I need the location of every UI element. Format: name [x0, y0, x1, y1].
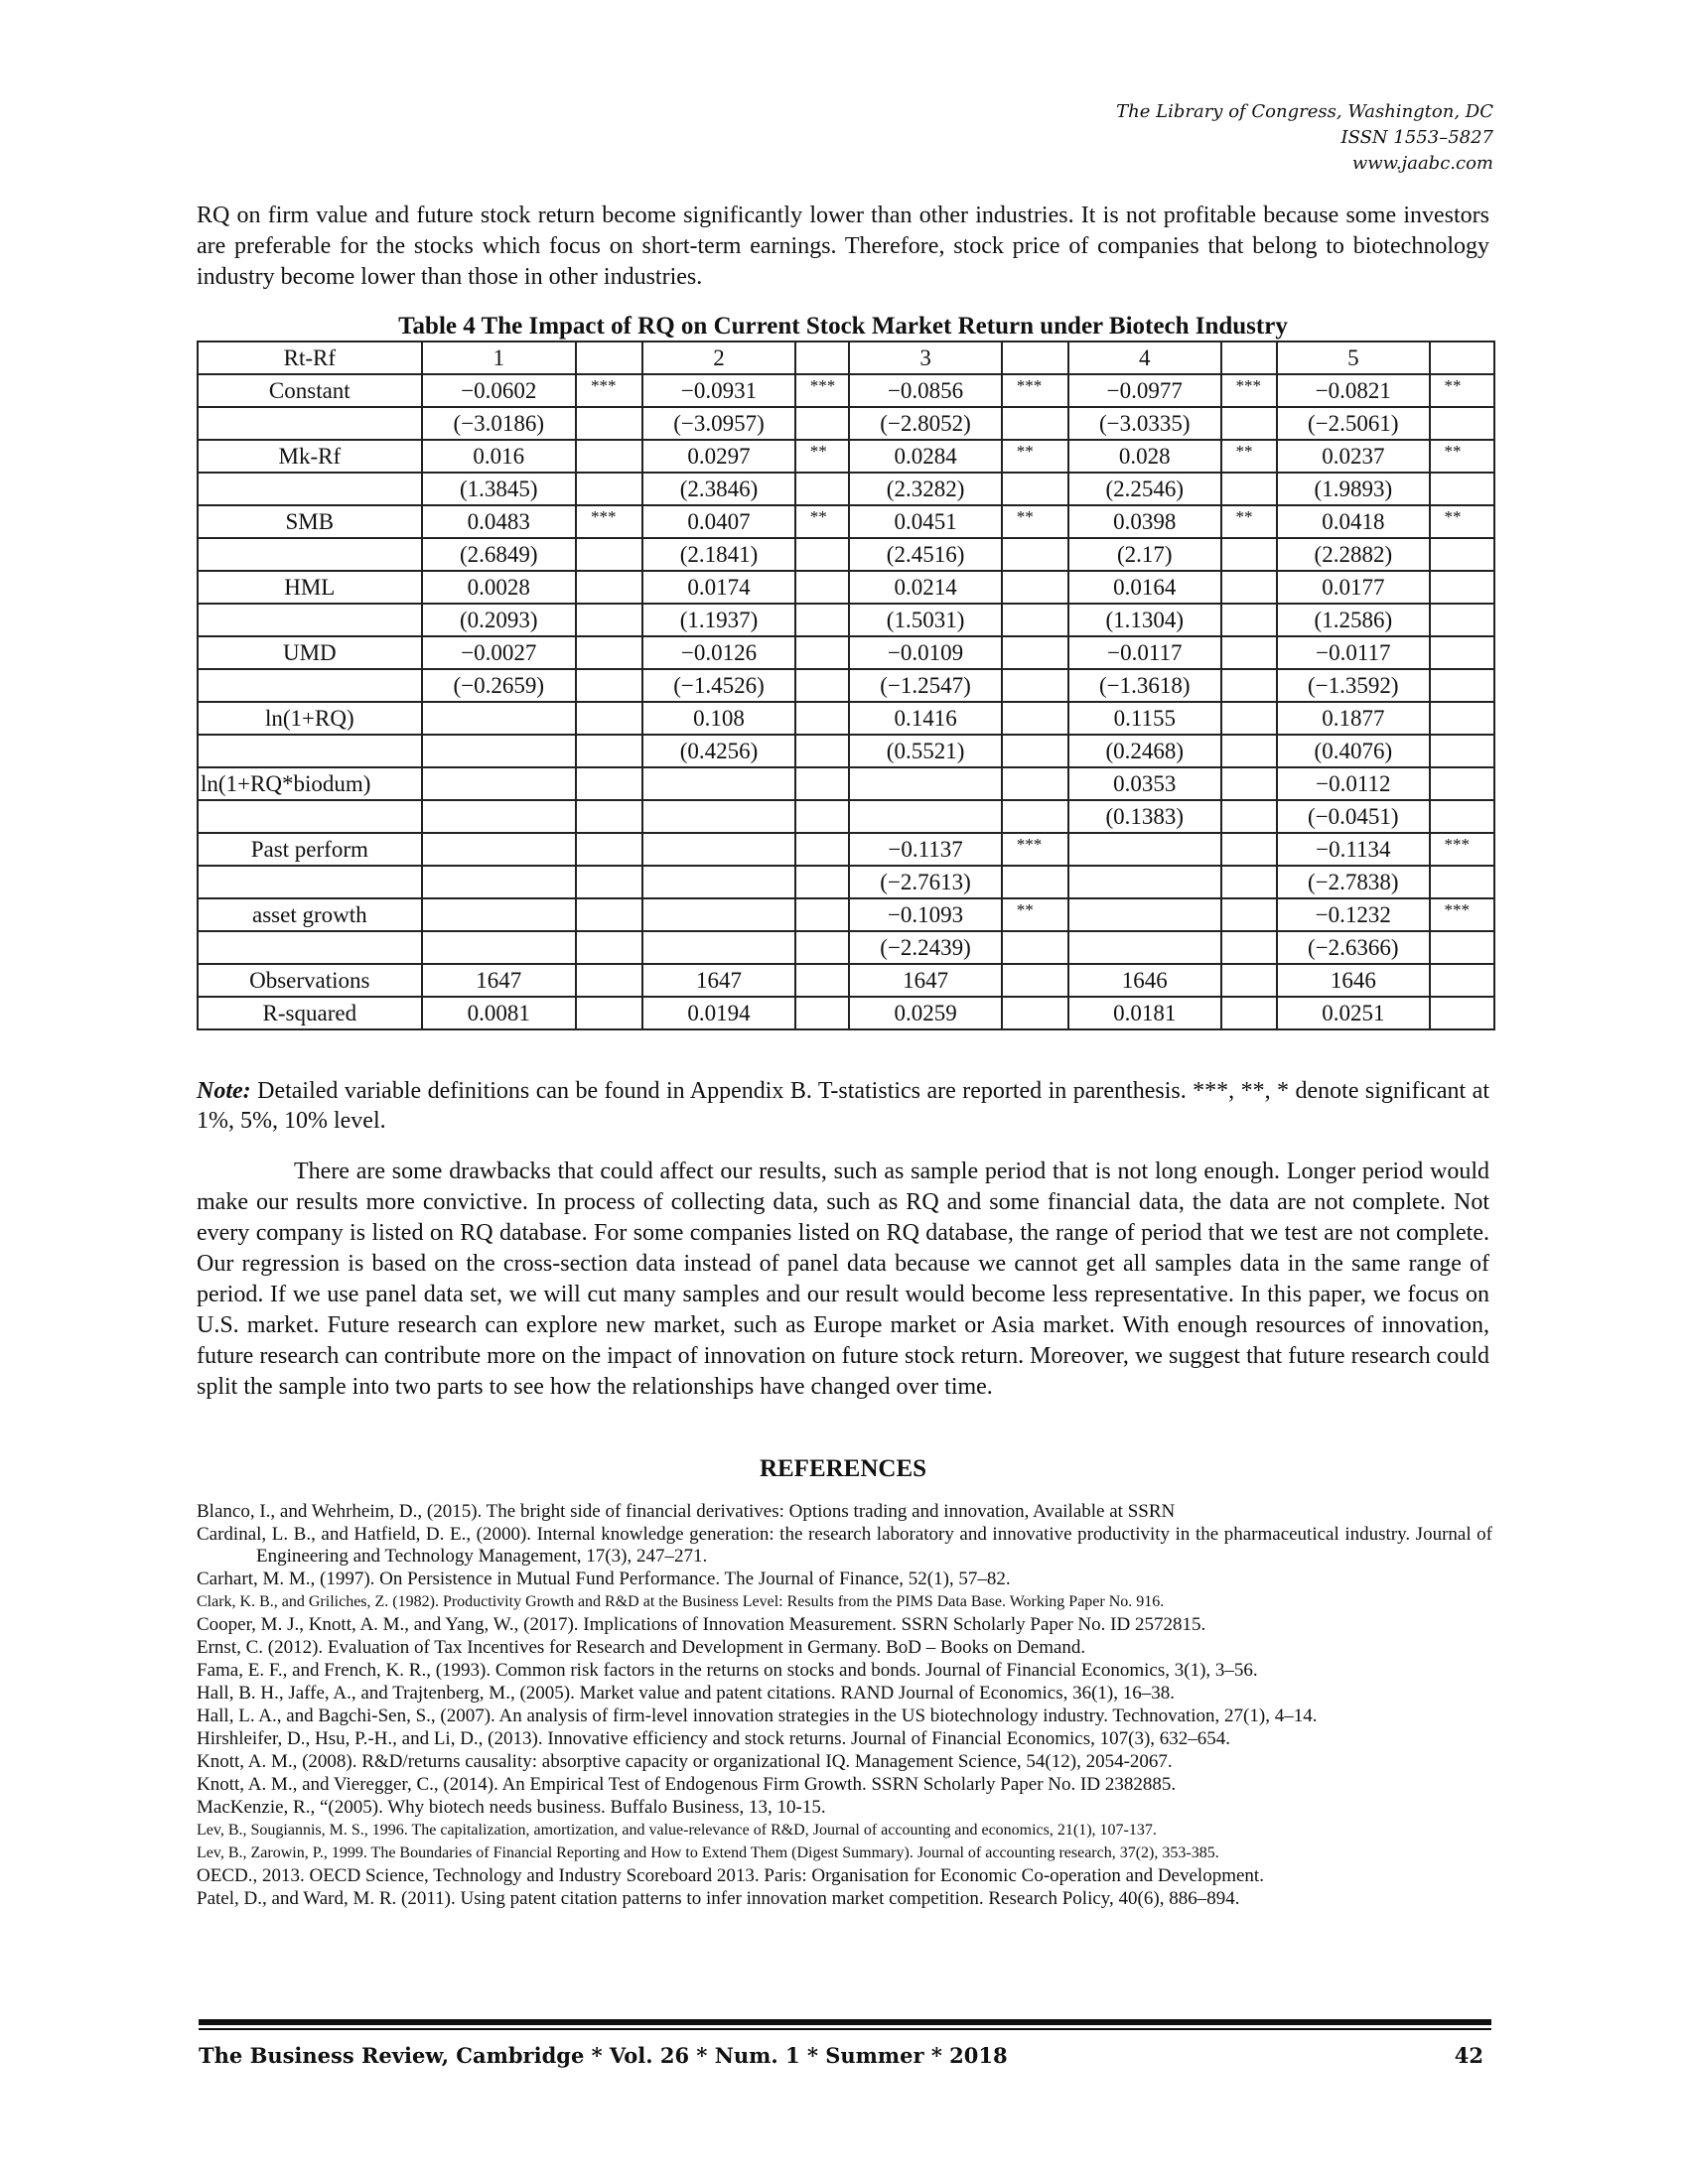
value-cell: (−2.7613): [849, 866, 1001, 898]
significance-cell: [1221, 538, 1278, 571]
significance-cell: ***: [1430, 898, 1494, 931]
value-cell: [849, 767, 1001, 800]
value-cell: (1.2586): [1277, 604, 1429, 636]
significance-cell: [1002, 407, 1068, 440]
significance-cell: [795, 997, 850, 1029]
value-cell: 0.0181: [1068, 997, 1220, 1029]
significance-cell: [1430, 669, 1494, 702]
value-cell: 0.1416: [849, 702, 1001, 735]
row-label: [198, 800, 422, 833]
significance-cell: [1002, 800, 1068, 833]
value-cell: 5: [1277, 341, 1429, 374]
value-cell: 1646: [1068, 964, 1220, 997]
significance-cell: [1430, 571, 1494, 604]
table-row: [198, 735, 1494, 767]
significance-cell: [1430, 473, 1494, 505]
significance-cell: [1002, 767, 1068, 800]
value-cell: (−1.3592): [1277, 669, 1429, 702]
significance-cell: [1002, 571, 1068, 604]
row-label: Mk-Rf: [198, 440, 422, 473]
significance-cell: [1002, 538, 1068, 571]
significance-cell: **: [1221, 505, 1278, 538]
value-cell: 1647: [422, 964, 576, 997]
value-cell: −0.0117: [1068, 636, 1220, 669]
footer-journal: The Business Review, Cambridge * Vol. 26 * Num. 1 * Summer * 2018: [199, 2043, 1008, 2068]
significance-cell: [576, 997, 642, 1029]
value-cell: 0.016: [422, 440, 576, 473]
row-label: [198, 669, 422, 702]
value-cell: [1068, 931, 1220, 964]
note-label: Note:: [197, 1078, 251, 1104]
significance-cell: [795, 767, 850, 800]
significance-cell: [576, 898, 642, 931]
value-cell: 1: [422, 341, 576, 374]
value-cell: (−1.4526): [642, 669, 794, 702]
footer-rule-thick: [199, 2019, 1491, 2025]
row-label: [198, 407, 422, 440]
row-label: asset growth: [198, 898, 422, 931]
page-footer: [199, 2043, 1491, 2068]
value-cell: [642, 833, 794, 866]
value-cell: (−3.0335): [1068, 407, 1220, 440]
significance-cell: [576, 833, 642, 866]
significance-cell: ***: [576, 505, 642, 538]
significance-cell: [795, 833, 850, 866]
value-cell: −0.0126: [642, 636, 794, 669]
reference-item: Lev, B., Sougiannis, M. S., 1996. The capitalization, amortization, and value-relevance of R&D, Journal of accounting and economics, 21(1), 107-137.: [197, 1822, 1157, 1839]
value-cell: (2.3282): [849, 473, 1001, 505]
reference-item: MacKenzie, R., “(2005). Why biotech needs business. Buffalo Business, 13, 10-15.: [197, 1797, 826, 1818]
value-cell: 0.0407: [642, 505, 794, 538]
significance-cell: [576, 571, 642, 604]
value-cell: (−0.2659): [422, 669, 576, 702]
value-cell: 0.0194: [642, 997, 794, 1029]
significance-cell: [576, 866, 642, 898]
value-cell: (1.3845): [422, 473, 576, 505]
value-cell: [1068, 898, 1220, 931]
value-cell: [642, 931, 794, 964]
significance-cell: [795, 473, 850, 505]
value-cell: (−1.2547): [849, 669, 1001, 702]
value-cell: (1.5031): [849, 604, 1001, 636]
header-line-website: www.jaabc.com: [1351, 153, 1493, 174]
value-cell: [642, 800, 794, 833]
table-row: [198, 702, 1494, 735]
value-cell: 0.0174: [642, 571, 794, 604]
value-cell: [642, 767, 794, 800]
table-row: [198, 931, 1494, 964]
significance-cell: [1002, 604, 1068, 636]
significance-cell: [1221, 833, 1278, 866]
value-cell: (−2.8052): [849, 407, 1001, 440]
significance-cell: [1430, 636, 1494, 669]
significance-cell: [576, 407, 642, 440]
significance-cell: [576, 767, 642, 800]
value-cell: [422, 866, 576, 898]
significance-cell: [795, 341, 850, 374]
significance-cell: [1002, 702, 1068, 735]
row-label: SMB: [198, 505, 422, 538]
value-cell: −0.0856: [849, 374, 1001, 407]
row-label: [198, 473, 422, 505]
significance-cell: [1430, 604, 1494, 636]
reference-item: Blanco, I., and Wehrheim, D., (2015). The bright side of financial derivatives: Options trading and innovation, Available at SSRN: [197, 1501, 1176, 1522]
row-label: [198, 931, 422, 964]
reference-item: Clark, K. B., and Griliches, Z. (1982). Productivity Growth and R&D at the Business Level: Results from the PIMS Data Base. Working Paper No. 916.: [197, 1593, 1165, 1610]
significance-cell: ***: [1430, 833, 1494, 866]
value-cell: 0.0251: [1277, 997, 1429, 1029]
significance-cell: **: [1221, 440, 1278, 473]
value-cell: 1646: [1277, 964, 1429, 997]
significance-cell: [795, 735, 850, 767]
significance-cell: [1430, 767, 1494, 800]
value-cell: 3: [849, 341, 1001, 374]
row-label: [198, 866, 422, 898]
value-cell: (1.9893): [1277, 473, 1429, 505]
table-row: [198, 571, 1494, 604]
intro-paragraph: RQ on firm value and future stock return become significantly lower than other industries. It is not profitable because some investors are preferable for the stocks which focus on short-term earnings. Therefore, stock price of companies that belong to biotechnology industry become lower than those in other industries.: [197, 203, 1489, 290]
significance-cell: [795, 964, 850, 997]
table-row: [198, 505, 1494, 538]
value-cell: [422, 800, 576, 833]
significance-cell: [576, 669, 642, 702]
row-label: HML: [198, 571, 422, 604]
significance-cell: [1002, 735, 1068, 767]
footer-rule-thin: [199, 2028, 1491, 2030]
value-cell: [422, 898, 576, 931]
value-cell: (−2.2439): [849, 931, 1001, 964]
significance-cell: [576, 702, 642, 735]
value-cell: 0.0451: [849, 505, 1001, 538]
reference-item: Patel, D., and Ward, M. R. (2011). Using patent citation patterns to infer innovation market competition. Research Policy, 40(6), 886–894.: [197, 1888, 1240, 1909]
value-cell: −0.1232: [1277, 898, 1429, 931]
reference-item: Lev, B., Zarowin, P., 1999. The Boundaries of Financial Reporting and How to Extend Them (Digest Summary). Journal of accounting research, 37(2), 353-385.: [197, 1844, 1219, 1861]
significance-cell: [1430, 735, 1494, 767]
value-cell: 0.0398: [1068, 505, 1220, 538]
significance-cell: [795, 604, 850, 636]
reference-item: Carhart, M. M., (1997). On Persistence in Mutual Fund Performance. The Journal of Finance, 52(1), 57–82.: [197, 1569, 1011, 1589]
row-label: ln(1+RQ*biodum): [198, 767, 422, 800]
significance-cell: [576, 931, 642, 964]
value-cell: [422, 767, 576, 800]
significance-cell: [1221, 898, 1278, 931]
significance-cell: [576, 735, 642, 767]
significance-cell: [1430, 931, 1494, 964]
value-cell: (0.2093): [422, 604, 576, 636]
value-cell: 0.1877: [1277, 702, 1429, 735]
value-cell: [1068, 866, 1220, 898]
value-cell: 0.0164: [1068, 571, 1220, 604]
value-cell: 0.0028: [422, 571, 576, 604]
value-cell: [642, 898, 794, 931]
table-caption: Table 4 The Impact of RQ on Current Stock Market Return under Biotech Industry: [398, 313, 1288, 340]
row-label: [198, 538, 422, 571]
table-note: [197, 1076, 1489, 1136]
significance-cell: [1430, 341, 1494, 374]
significance-cell: [1430, 538, 1494, 571]
significance-cell: [795, 800, 850, 833]
significance-cell: **: [795, 440, 850, 473]
value-cell: 0.028: [1068, 440, 1220, 473]
drawbacks-paragraph: There are some drawbacks that could affect our results, such as sample period that is not long enough. Longer period would make our results more convictive. In process of collecting data, such as RQ and some financial data, the data are not complete. Not every company is listed on RQ database. For some companies listed on RQ database, the range of period that we test are not complete. Our regression is based on the cross-section data instead of panel data because we cannot get all samples data in the same range of period. If we use panel data set, we will cut many samples and our result would become less representative. In this paper, we focus on U.S. market. Future research can explore new market, such as Europe market or Asia market. With enough resources of innovation, future research can contribute more on the impact of innovation on future stock return. Moreover, we suggest that future research could split the sample into two parts to see how the relationships have changed over time.: [197, 1159, 1489, 1400]
significance-cell: [1221, 767, 1278, 800]
significance-cell: [1221, 931, 1278, 964]
value-cell: (1.1304): [1068, 604, 1220, 636]
significance-cell: [1002, 473, 1068, 505]
value-cell: −0.0602: [422, 374, 576, 407]
regression-table: [197, 341, 1495, 1030]
value-cell: (−3.0186): [422, 407, 576, 440]
value-cell: (1.1937): [642, 604, 794, 636]
significance-cell: [1221, 669, 1278, 702]
value-cell: 0.0418: [1277, 505, 1429, 538]
table-row: [198, 473, 1494, 505]
row-label: Past perform: [198, 833, 422, 866]
significance-cell: [1221, 571, 1278, 604]
significance-cell: [1221, 964, 1278, 997]
significance-cell: [1002, 997, 1068, 1029]
value-cell: (0.5521): [849, 735, 1001, 767]
row-label: R-squared: [198, 997, 422, 1029]
significance-cell: **: [1002, 505, 1068, 538]
references-heading: REFERENCES: [759, 1455, 927, 1482]
value-cell: 0.0214: [849, 571, 1001, 604]
reference-item: Hall, B. H., Jaffe, A., and Trajtenberg, M., (2005). Market value and patent citations. RAND Journal of Economics, 36(1), 16–38.: [197, 1683, 1176, 1704]
significance-cell: [1221, 702, 1278, 735]
significance-cell: [576, 964, 642, 997]
significance-cell: ***: [576, 374, 642, 407]
value-cell: −0.0931: [642, 374, 794, 407]
value-cell: −0.0027: [422, 636, 576, 669]
significance-cell: [1221, 604, 1278, 636]
significance-cell: [795, 636, 850, 669]
value-cell: −0.0117: [1277, 636, 1429, 669]
row-label: [198, 735, 422, 767]
significance-cell: [1430, 702, 1494, 735]
significance-cell: [576, 538, 642, 571]
significance-cell: [1002, 866, 1068, 898]
significance-cell: [1002, 341, 1068, 374]
value-cell: 0.0297: [642, 440, 794, 473]
significance-cell: [1430, 964, 1494, 997]
value-cell: [642, 866, 794, 898]
value-cell: (2.3846): [642, 473, 794, 505]
significance-cell: [795, 702, 850, 735]
reference-item: Knott, A. M., and Vieregger, C., (2014). An Empirical Test of Endogenous Firm Growth. SSRN Scholarly Paper No. ID 2382885.: [197, 1774, 1177, 1795]
significance-cell: **: [1430, 440, 1494, 473]
significance-cell: [1221, 636, 1278, 669]
significance-cell: [795, 931, 850, 964]
value-cell: 4: [1068, 341, 1220, 374]
significance-cell: [1221, 735, 1278, 767]
value-cell: 2: [642, 341, 794, 374]
table-row: [198, 767, 1494, 800]
significance-cell: [1430, 997, 1494, 1029]
reference-item: Hall, L. A., and Bagchi-Sen, S., (2007). An analysis of firm-level innovation strategies in the US biotechnology industry. Technovation, 27(1), 4–14.: [197, 1706, 1318, 1726]
value-cell: (−2.6366): [1277, 931, 1429, 964]
value-cell: 1647: [642, 964, 794, 997]
value-cell: 1647: [849, 964, 1001, 997]
value-cell: [849, 800, 1001, 833]
significance-cell: [576, 440, 642, 473]
value-cell: (0.4256): [642, 735, 794, 767]
value-cell: (−1.3618): [1068, 669, 1220, 702]
significance-cell: [1002, 931, 1068, 964]
significance-cell: ***: [795, 374, 850, 407]
significance-cell: **: [1002, 898, 1068, 931]
significance-cell: **: [795, 505, 850, 538]
value-cell: (−3.0957): [642, 407, 794, 440]
value-cell: [422, 833, 576, 866]
significance-cell: ***: [1002, 374, 1068, 407]
significance-cell: [795, 669, 850, 702]
significance-cell: [576, 604, 642, 636]
significance-cell: [1221, 473, 1278, 505]
significance-cell: [576, 341, 642, 374]
table-row: [198, 374, 1494, 407]
reference-item: OECD., 2013. OECD Science, Technology and Industry Scoreboard 2013. Paris: Organisation for Economic Co-operation and Development.: [197, 1865, 1264, 1886]
value-cell: −0.1093: [849, 898, 1001, 931]
row-label: Constant: [198, 374, 422, 407]
table-header-row: [198, 341, 1494, 374]
significance-cell: [576, 473, 642, 505]
table-row: [198, 997, 1494, 1029]
value-cell: [422, 735, 576, 767]
value-cell: (−0.0451): [1277, 800, 1429, 833]
table-row: [198, 866, 1494, 898]
value-cell: 0.108: [642, 702, 794, 735]
value-cell: 0.0483: [422, 505, 576, 538]
value-cell: (2.2882): [1277, 538, 1429, 571]
significance-cell: [1430, 800, 1494, 833]
references-list: [197, 1501, 1492, 1911]
row-label: Observations: [198, 964, 422, 997]
value-cell: −0.1137: [849, 833, 1001, 866]
table-row: [198, 898, 1494, 931]
value-cell: 0.1155: [1068, 702, 1220, 735]
significance-cell: **: [1430, 505, 1494, 538]
reference-item: Cardinal, L. B., and Hatfield, D. E., (2000). Internal knowledge generation: the research laboratory and innovative productivity in the pharmaceutical industry. Journal of Engineering and Technology Management, 17(3), 247–271.: [197, 1524, 1492, 1567]
table-row: [198, 800, 1494, 833]
row-label: [198, 604, 422, 636]
table-row: [198, 440, 1494, 473]
significance-cell: [795, 898, 850, 931]
significance-cell: **: [1430, 374, 1494, 407]
value-cell: −0.0977: [1068, 374, 1220, 407]
significance-cell: ***: [1221, 374, 1278, 407]
table-row: [198, 964, 1494, 997]
significance-cell: [1221, 341, 1278, 374]
value-cell: (0.2468): [1068, 735, 1220, 767]
significance-cell: [795, 407, 850, 440]
value-cell: −0.0821: [1277, 374, 1429, 407]
significance-cell: [1002, 964, 1068, 997]
significance-cell: [795, 571, 850, 604]
value-cell: (2.17): [1068, 538, 1220, 571]
row-label: UMD: [198, 636, 422, 669]
significance-cell: [795, 538, 850, 571]
note-text: Detailed variable definitions can be found in Appendix B. T-statistics are reported in parenthesis. ***, **, * denote significant at 1%, 5%, 10% level.: [197, 1078, 1489, 1134]
value-cell: −0.0109: [849, 636, 1001, 669]
reference-item: Hirshleifer, D., Hsu, P.-H., and Li, D., (2013). Innovative efficiency and stock returns. Journal of Financial Economics, 107(3), 632–654.: [197, 1728, 1231, 1749]
value-cell: 0.0177: [1277, 571, 1429, 604]
value-cell: 0.0259: [849, 997, 1001, 1029]
reference-item: Knott, A. M., (2008). R&D/returns causality: absorptive capacity or organizational IQ. Management Science, 54(12), 2054-2067.: [197, 1751, 1173, 1772]
value-cell: 0.0353: [1068, 767, 1220, 800]
table-row: [198, 407, 1494, 440]
significance-cell: [1002, 669, 1068, 702]
header-line-issn: ISSN 1553–5827: [1340, 127, 1493, 148]
value-cell: [422, 931, 576, 964]
value-cell: (−2.7838): [1277, 866, 1429, 898]
value-cell: 0.0284: [849, 440, 1001, 473]
row-label: ln(1+RQ): [198, 702, 422, 735]
value-cell: [422, 702, 576, 735]
value-cell: −0.1134: [1277, 833, 1429, 866]
significance-cell: [1221, 407, 1278, 440]
table-row: [198, 669, 1494, 702]
table-row: [198, 833, 1494, 866]
significance-cell: [576, 800, 642, 833]
significance-cell: [1002, 636, 1068, 669]
table-row: [198, 538, 1494, 571]
table-row: [198, 604, 1494, 636]
value-cell: (2.2546): [1068, 473, 1220, 505]
reference-item: Fama, E. F., and French, K. R., (1993). Common risk factors in the returns on stocks and bonds. Journal of Financial Economics, 3(1), 3–56.: [197, 1660, 1258, 1681]
value-cell: (0.1383): [1068, 800, 1220, 833]
journal-header: [1116, 99, 1493, 177]
reference-item: Ernst, C. (2012). Evaluation of Tax Incentives for Research and Development in Germany. BoD – Books on Demand.: [197, 1637, 1086, 1658]
page-number: 42: [1454, 2043, 1483, 2068]
value-cell: (2.6849): [422, 538, 576, 571]
significance-cell: [1221, 866, 1278, 898]
significance-cell: [1430, 407, 1494, 440]
significance-cell: [1221, 800, 1278, 833]
row-label: Rt-Rf: [198, 341, 422, 374]
value-cell: (2.1841): [642, 538, 794, 571]
significance-cell: [795, 866, 850, 898]
value-cell: 0.0237: [1277, 440, 1429, 473]
reference-item: Cooper, M. J., Knott, A. M., and Yang, W., (2017). Implications of Innovation Measurement. SSRN Scholarly Paper No. ID 2572815.: [197, 1614, 1206, 1635]
significance-cell: **: [1002, 440, 1068, 473]
value-cell: (−2.5061): [1277, 407, 1429, 440]
table-row: [198, 636, 1494, 669]
value-cell: [1068, 833, 1220, 866]
value-cell: 0.0081: [422, 997, 576, 1029]
significance-cell: [1430, 866, 1494, 898]
header-line-library: The Library of Congress, Washington, DC: [1116, 101, 1493, 122]
significance-cell: ***: [1002, 833, 1068, 866]
value-cell: −0.0112: [1277, 767, 1429, 800]
significance-cell: [576, 636, 642, 669]
value-cell: (0.4076): [1277, 735, 1429, 767]
value-cell: (2.4516): [849, 538, 1001, 571]
significance-cell: [1221, 997, 1278, 1029]
